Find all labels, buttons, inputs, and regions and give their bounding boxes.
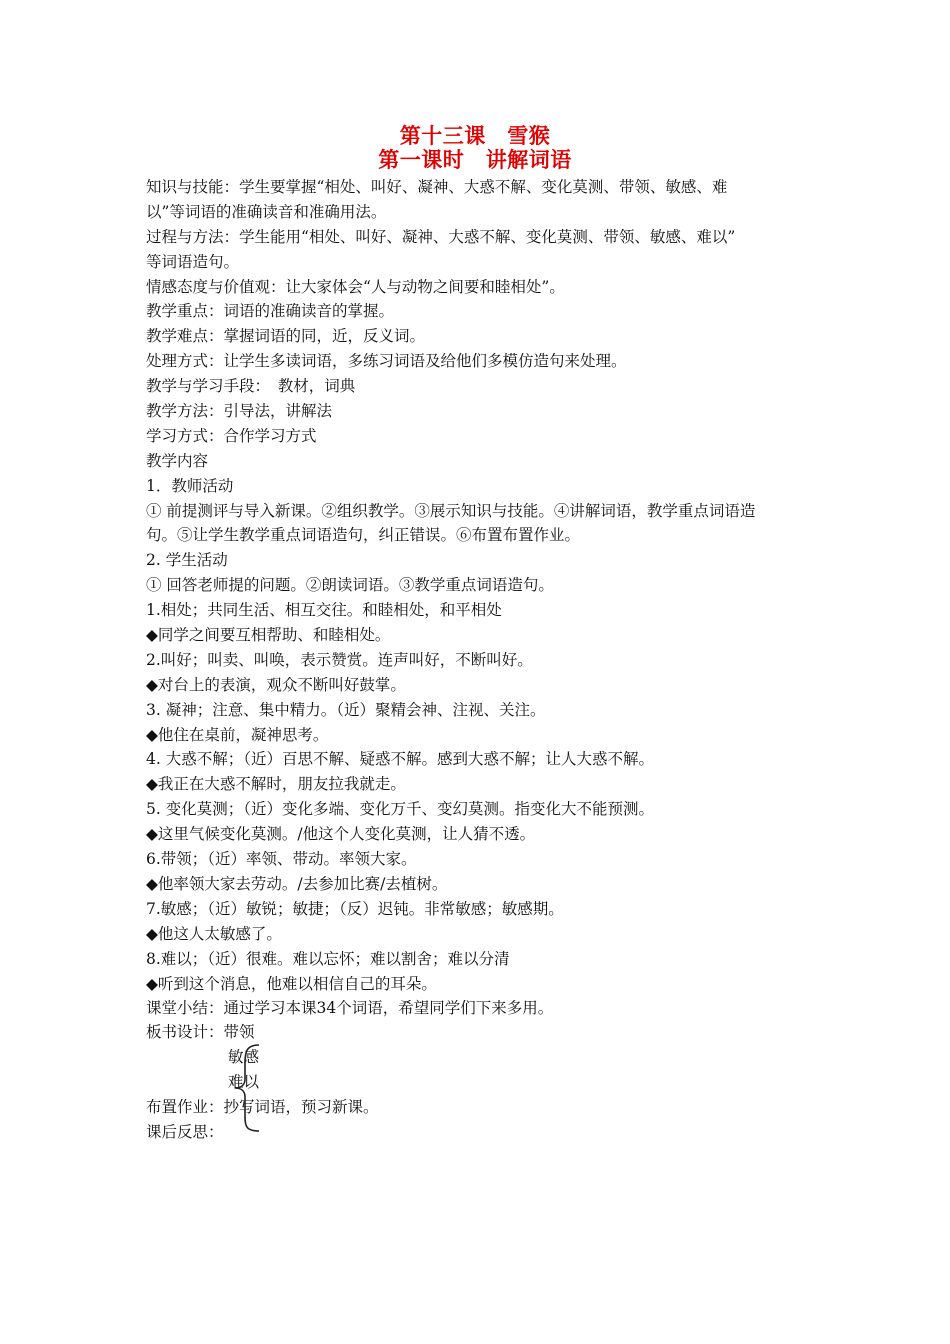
text-line: 3. 凝神；注意、集中精力。（近）聚精会神、注视、关注。 [146, 700, 546, 719]
reflection-line: 课后反思： [146, 1122, 224, 1141]
text-line: 教学重点：词语的准确读音的掌握。 [146, 302, 395, 321]
text-line: 教学方法：引导法，讲解法 [146, 402, 333, 421]
text-line: 教学内容 [146, 451, 209, 470]
text-line: 7.敏感；（近）敏锐；敏捷；（反）迟钝。非常敏感；敏感期。 [146, 899, 564, 918]
text-line: ◆他这人太敏感了。 [146, 924, 282, 943]
text-line: 1．教师活动 [146, 476, 234, 495]
board-word: 敏感 [228, 1047, 260, 1066]
text-line: ① 前提测评与导入新课。②组织教学。③展示知识与技能。④讲解词语，教学重点词语造 [146, 501, 756, 520]
text-line: 5. 变化莫测；（近）变化多端、变化万千、变幻莫测。指变化大不能预测。 [146, 800, 654, 819]
curly-brace-icon [229, 1043, 265, 1133]
text-line: 教学与学习手段： 教材，词典 [146, 377, 356, 396]
text-line: 2. 学生活动 [146, 551, 228, 570]
text-line: 知识与技能：学生要掌握“相处、叫好、凝神、大惑不解、变化莫测、带领、敏感、难 [146, 178, 728, 196]
text-line: 过程与方法：学生能用“相处、叫好、凝神、大惑不解、变化莫测、带领、敏感、难以” [146, 227, 736, 246]
text-line: ◆听到这个消息，他难以相信自己的耳朵。 [146, 974, 437, 993]
text-line: 以”等词语的准确读音和准确用法。 [146, 202, 387, 221]
homework-line: 布置作业：抄写词语，预习新课。 [146, 1097, 379, 1116]
text-line: ◆他住在桌前，凝神思考。 [146, 725, 329, 744]
lesson-subtitle: 第一课时 讲解词语 [378, 148, 572, 172]
text-line: 课堂小结：通过学习本课34个词语，希望同学们下来多用。 [146, 999, 554, 1018]
text-line: 1.相处；共同生活、相互交往。和睦相处，和平相处 [146, 601, 502, 620]
text-line: ◆我正在大惑不解时，朋友拉我就走。 [146, 775, 406, 794]
text-line: 教学难点：掌握词语的同，近，反义词。 [146, 327, 426, 346]
text-line: 8.难以；（近）很难。难以忘怀；难以割舍；难以分清 [146, 949, 510, 968]
board-row [146, 1020, 808, 1045]
text-line: 2.叫好；叫卖、叫唤，表示赞赏。连声叫好，不断叫好。 [146, 650, 533, 669]
text-line: 学习方式：合作学习方式 [146, 426, 317, 445]
text-line: 情感态度与价值观：让大家体会“人与动物之间要和睦相处”。 [146, 277, 565, 296]
board-label: 板书设计： [146, 1023, 224, 1041]
text-line: ◆同学之间要互相帮助、和睦相处。 [146, 626, 391, 645]
document-body [146, 175, 808, 1021]
text-line: 句。⑤让学生教学重点词语造句，纠正错误。⑥布置布置作业。 [146, 526, 581, 545]
text-line: 6.带领；（近）率领、带动。率领大家。 [146, 850, 417, 869]
text-line: ① 回答老师提的问题。②朗读词语。③教学重点词语造句。 [146, 576, 554, 595]
text-line: 等词语造句。 [146, 252, 240, 271]
text-line: 4. 大惑不解；（近）百思不解、疑惑不解。感到大惑不解；让人大惑不解。 [146, 750, 654, 769]
text-line: ◆他率领大家去劳动。/去参加比赛/去植树。 [146, 874, 448, 893]
lesson-title: 第十三课 雪猴 [399, 124, 551, 148]
text-line: 处理方式：让学生多读词语，多练习词语及给他们多模仿造句来处理。 [146, 352, 627, 371]
text-line: ◆这里气候变化莫测。/他这个人变化莫测，让人猜不透。 [146, 825, 536, 844]
board-word: 难以 [228, 1072, 260, 1091]
board-word: 带领 [223, 1023, 255, 1041]
text-line: ◆对台上的表演，观众不断叫好鼓掌。 [146, 675, 406, 694]
